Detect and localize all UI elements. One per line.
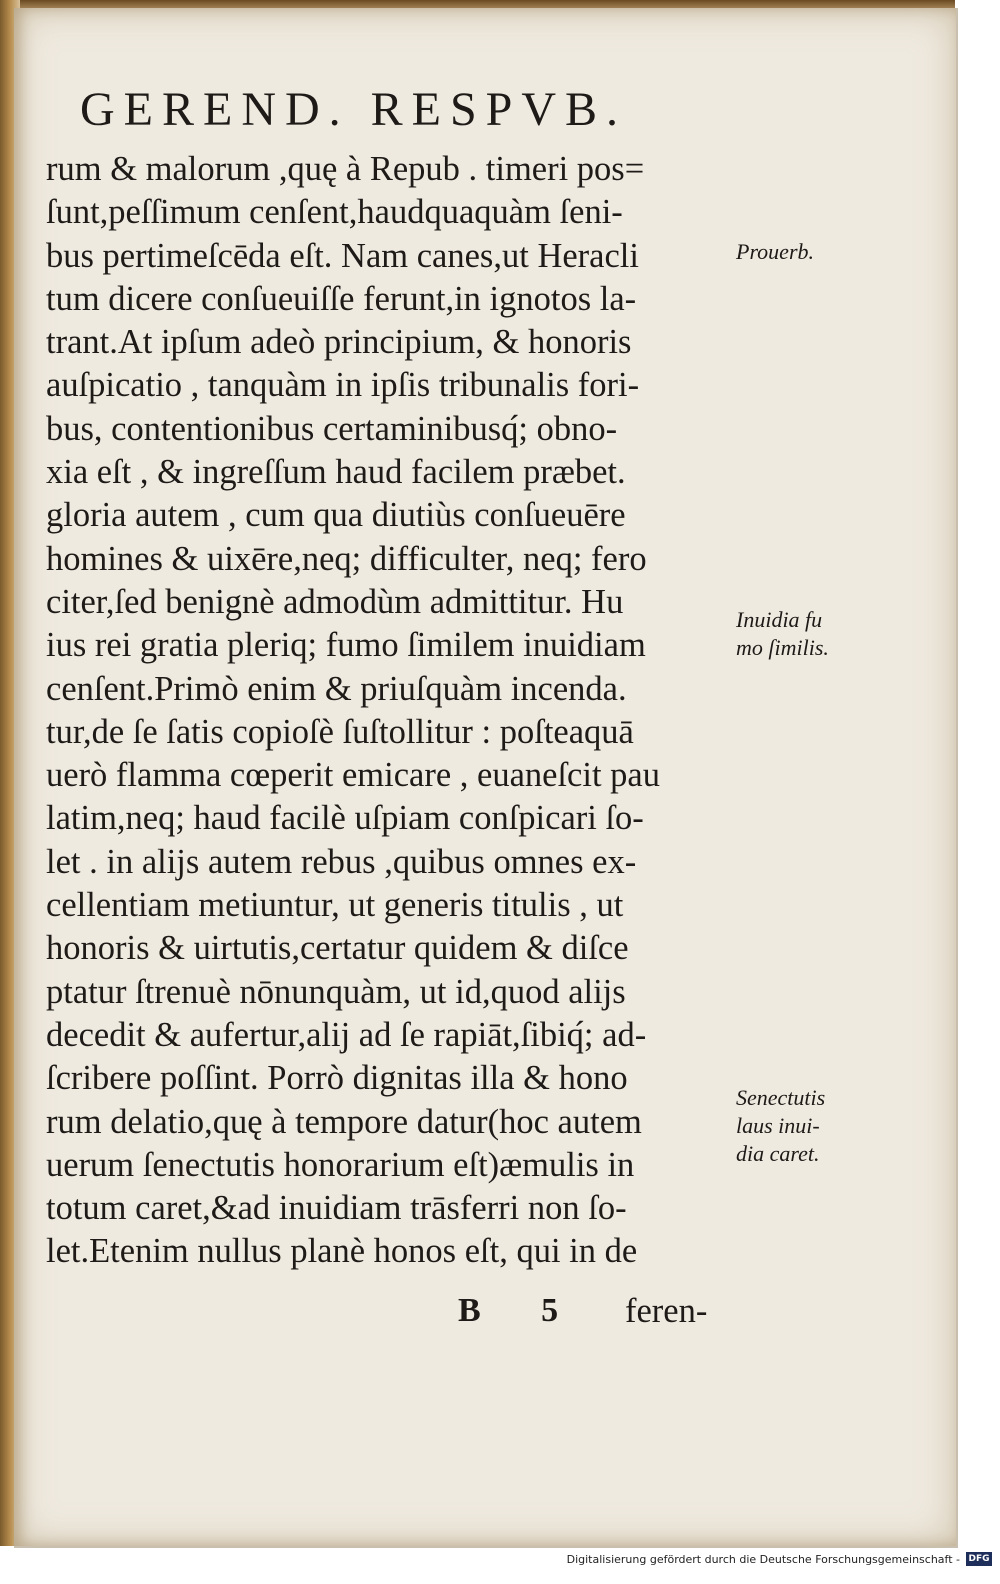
- marginal-note-line: Inuidia fu: [736, 607, 823, 632]
- body-line: rum & malorum ,quę à Repub . timeri pos=: [46, 150, 645, 188]
- body-line: decedit & aufertur,alij ad ſe rapiāt,ſibiq́; ad-: [46, 1015, 647, 1054]
- body-line: ptatur ſtrenuè nōnunquàm, ut id,quod alijs: [46, 972, 626, 1011]
- marginal-note-line: mo ſimilis.: [736, 635, 829, 660]
- marginal-note-line: Senectutis: [736, 1085, 826, 1110]
- body-line: cellentiam metiuntur, ut generis titulis , ut: [46, 886, 624, 925]
- body-line: homines & uixēre,neq; difficulter, neq; fero: [46, 539, 647, 578]
- body-line: uerum ſenectutis honorarium eſt)æmulis in: [46, 1145, 635, 1184]
- body-line: bus pertimeſcēda eſt. Nam canes,ut Heracli: [46, 236, 639, 275]
- body-text: [46, 148, 736, 1274]
- body-line: citer,ſed benignè admodùm admittitur. Hu: [46, 582, 624, 621]
- body-line: tur,de ſe ſatis copioſè ſuſtollitur : poſteaquā: [46, 712, 634, 751]
- marginal-note-line: Prouerb.: [736, 239, 815, 264]
- marginal-note-proverb: [736, 238, 814, 266]
- body-line: totum caret,&ad inuidiam trāsferri non ſo-: [46, 1189, 627, 1228]
- digitization-credit: Digitalisierung gefördert durch die Deutsche Forschungsgemeinschaft -: [566, 1553, 960, 1566]
- body-line: trant.At ipſum adeò principium, & honoris: [46, 323, 632, 362]
- body-line: uerò flamma cœperit emicare , euaneſcit pau: [46, 756, 660, 795]
- body-line: let.Etenim nullus planè honos eſt, qui in de: [46, 1232, 638, 1271]
- signature-mark: B 5: [458, 1292, 585, 1329]
- body-line: cenſent.Primò enim & priuſquàm incenda.: [46, 669, 627, 708]
- body-line: rum delatio,quę à tempore datur(hoc autem: [46, 1102, 642, 1141]
- body-line: bus, contentionibus certaminibusq́; obno-: [46, 409, 618, 448]
- body-line: gloria autem , cum qua diutiùs conſueuēre: [46, 496, 626, 535]
- body-line: let . in alijs autem rebus ,quibus omnes ex-: [46, 842, 637, 881]
- body-line: ſcribere poſſint. Porrò dignitas illa & hono: [46, 1059, 628, 1098]
- catchword: feren-: [625, 1292, 708, 1330]
- dfg-logo: DFG: [966, 1552, 992, 1566]
- body-line: latim,neq; haud facilè uſpiam conſpicari ſo-: [46, 799, 644, 838]
- marginal-note-line: dia caret.: [736, 1141, 820, 1166]
- marginal-note-envy: [736, 606, 829, 662]
- marginal-note-line: laus inui-: [736, 1113, 820, 1138]
- body-line: xia eſt , & ingreſſum haud facilem præbet.: [46, 453, 626, 492]
- body-line: tum dicere conſueuiſſe ferunt,in ignotos la-: [46, 279, 637, 318]
- body-line: auſpicatio , tanquàm in ipſis tribunalis fori-: [46, 366, 640, 405]
- body-line: honoris & uirtutis,certatur quidem & diſce: [46, 929, 629, 968]
- running-head: GEREND. RESPVB.: [80, 83, 628, 136]
- marginal-note-old-age: [736, 1084, 825, 1168]
- body-line: ius rei gratia pleriq; fumo ſimilem inuidiam: [46, 626, 646, 665]
- body-line: ſunt,peſſimum cenſent,haudquaquàm ſeni-: [46, 193, 623, 232]
